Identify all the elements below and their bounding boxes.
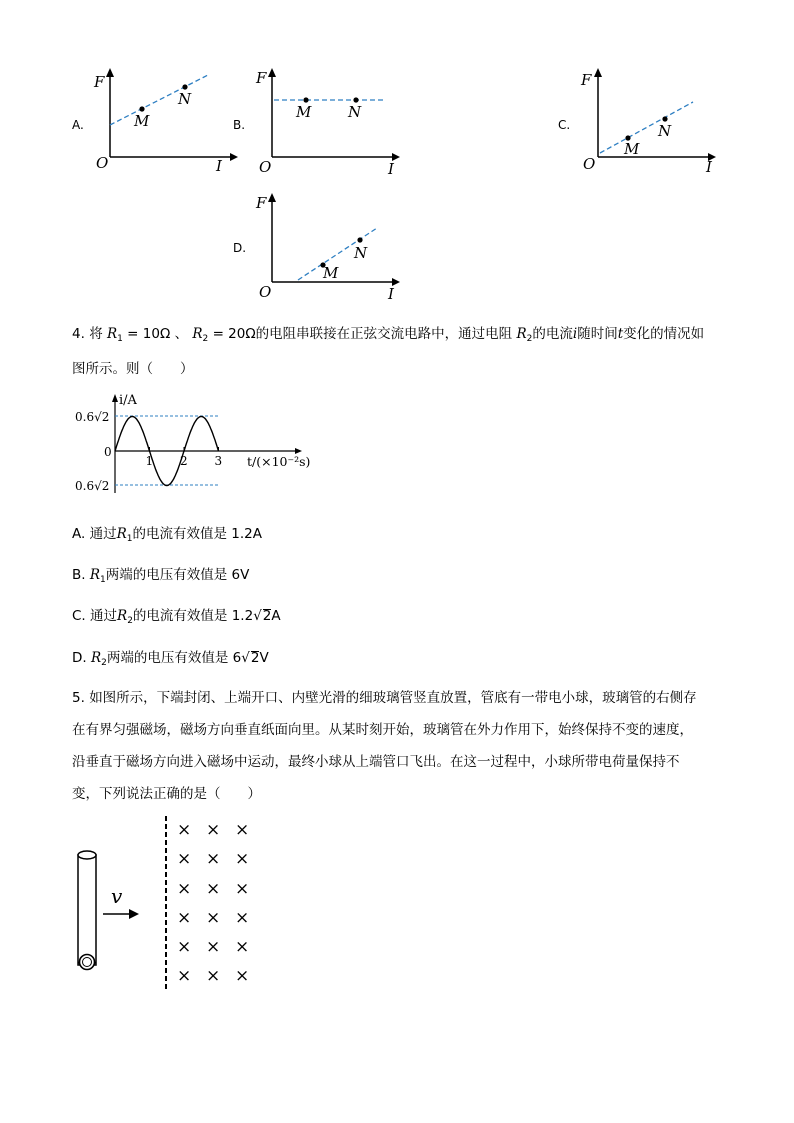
- field-cross-mark: ×: [235, 937, 250, 957]
- point-n: [353, 97, 358, 102]
- point-n: [662, 116, 667, 121]
- field-cross-mark: ×: [177, 908, 192, 928]
- r-sub: 1: [100, 575, 106, 585]
- glass-tube: [78, 855, 96, 965]
- option-d-label: D.: [233, 241, 247, 255]
- q4-option-c[interactable]: [72, 604, 281, 626]
- q4-option-a[interactable]: [72, 522, 262, 544]
- option-c-label: C.: [558, 118, 571, 132]
- q5-number: 5.: [72, 690, 85, 706]
- sqrt-radicand: 2: [262, 608, 272, 624]
- graph-b: [252, 65, 407, 180]
- option-text: 两端的电压有效值是 6: [106, 650, 242, 666]
- r2b-symbol: R: [516, 326, 527, 342]
- y-axis-label: F: [256, 69, 267, 87]
- velocity-arrowhead: [129, 909, 139, 919]
- t-axis-label: t/(×10⁻²s): [247, 454, 311, 469]
- q4-number: 4.: [72, 326, 85, 342]
- r-sub: 2: [101, 658, 107, 668]
- q4-text4: 随时间: [577, 326, 618, 342]
- q5-line: 如图所示，下端封闭、上端开口、内壁光滑的细玻璃管竖直放置，管底有一带电小球，玻璃管的右侧存: [89, 690, 697, 706]
- graph-c-line: [600, 102, 693, 153]
- x-axis-label: I: [388, 285, 394, 303]
- graph-c: [578, 65, 728, 180]
- option-prefix: D.: [72, 650, 91, 666]
- r2-sub: 2: [202, 334, 209, 344]
- t-var: t: [617, 326, 624, 342]
- r-symbol: R: [90, 650, 102, 666]
- graph-a-line: [110, 75, 208, 125]
- option-a-label: A.: [72, 118, 84, 132]
- m-label: M: [624, 140, 640, 158]
- field-cross-mark: ×: [235, 879, 250, 899]
- n-label: N: [348, 103, 362, 121]
- m-label: M: [134, 112, 150, 130]
- origin-label: O: [259, 283, 272, 301]
- q5-line: 沿垂直于磁场方向进入磁场中运动，最终小球从上端管口飞出。在这一过程中，小球所带电荷量保持不: [72, 754, 680, 770]
- m-label: M: [323, 264, 339, 282]
- r2-eq: = 20Ω: [208, 326, 256, 342]
- m-label: M: [296, 103, 312, 121]
- field-cross-mark: ×: [206, 966, 221, 986]
- option-text: 两端的电压有效值是 6V: [105, 567, 250, 583]
- field-cross-mark: ×: [177, 966, 192, 986]
- q4-stem-line1: [72, 322, 704, 344]
- option-unit: V: [259, 650, 269, 666]
- r-sub: 1: [126, 534, 133, 544]
- current-time-chart: [70, 388, 320, 498]
- origin-label: O: [259, 158, 272, 176]
- q4-text5: 变化的情况如: [623, 326, 705, 342]
- x-tick-label: 3: [214, 454, 223, 468]
- r-symbol: R: [89, 567, 101, 583]
- i-axis-arrow: [112, 394, 118, 402]
- i-axis-label: i/A: [119, 393, 137, 408]
- q5-line: 在有界匀强磁场，磁场方向垂直纸面向里。从某时刻开始，玻璃管在外力作用下，始终保持不变的速度，: [72, 722, 693, 738]
- field-cross-mark: ×: [235, 820, 250, 840]
- y-axis-label: F: [94, 73, 105, 91]
- q4-option-b[interactable]: [72, 563, 249, 585]
- point-n: [357, 237, 362, 242]
- q5-figure: [65, 810, 265, 995]
- neg-amplitude-label: 0.6√2: [75, 479, 110, 493]
- tube-opening: [78, 851, 96, 859]
- velocity-label: v: [111, 884, 123, 908]
- option-unit: A: [271, 608, 281, 624]
- i-var: i: [572, 326, 578, 342]
- field-cross-mark: ×: [206, 908, 221, 928]
- r-symbol: R: [116, 526, 127, 542]
- r1-sub: 1: [117, 334, 123, 344]
- q4-text1: 将: [89, 326, 103, 342]
- point-n: [182, 84, 187, 89]
- field-cross-mark: ×: [206, 879, 221, 899]
- n-label: N: [658, 122, 672, 140]
- magnetic-field: [177, 820, 249, 986]
- r2-symbol: R: [192, 326, 203, 342]
- charged-ball: [80, 955, 95, 970]
- point-m: [139, 106, 144, 111]
- n-label: N: [178, 90, 192, 108]
- r-sub: 2: [127, 616, 133, 626]
- option-text: 的电流有效值是 1.2: [132, 608, 254, 624]
- r-symbol: R: [117, 608, 128, 624]
- n-label: N: [354, 244, 368, 262]
- r2b-sub: 2: [526, 334, 533, 344]
- field-cross-mark: ×: [206, 849, 221, 869]
- q4-text3: 的电流: [532, 326, 573, 342]
- x-axis-label: I: [216, 157, 222, 175]
- field-cross-mark: ×: [235, 908, 250, 928]
- field-cross-mark: ×: [235, 966, 250, 986]
- point-m: [303, 97, 308, 102]
- field-cross-mark: ×: [177, 820, 192, 840]
- field-cross-mark: ×: [235, 849, 250, 869]
- field-cross-mark: ×: [177, 849, 192, 869]
- sqrt-sign: √: [253, 608, 262, 624]
- r1-eq: = 10Ω 、: [122, 326, 189, 342]
- y-axis-arrow: [106, 68, 114, 77]
- y-axis-label: F: [256, 194, 267, 212]
- y-axis-arrow: [594, 68, 602, 77]
- q4-option-d[interactable]: [72, 646, 269, 668]
- x-axis-label: I: [706, 158, 712, 176]
- origin-label: O: [96, 154, 109, 172]
- pos-amplitude-label: 0.6√2: [75, 410, 110, 424]
- field-cross-mark: ×: [206, 820, 221, 840]
- option-text: 的电流有效值是 1.2A: [132, 526, 262, 542]
- option-prefix: C. 通过: [72, 608, 118, 624]
- sqrt-sign: √: [241, 650, 250, 666]
- x-tick-label: 1: [145, 454, 154, 468]
- r1-symbol: R: [106, 326, 118, 342]
- field-cross-mark: ×: [177, 937, 192, 957]
- q5-stem: [72, 682, 732, 810]
- graph-d: [252, 190, 407, 305]
- option-b-label: B.: [233, 118, 246, 132]
- option-prefix: B.: [72, 567, 90, 583]
- q5-line: 变，下列说法正确的是（ ）: [72, 786, 261, 802]
- option-prefix: A. 通过: [72, 526, 117, 542]
- y-axis-label: F: [581, 71, 592, 89]
- sqrt-radicand: 2: [250, 650, 260, 666]
- x-axis-arrow: [230, 153, 238, 161]
- y-axis-arrow: [268, 68, 276, 77]
- field-cross-mark: ×: [177, 879, 192, 899]
- graph-a: [90, 65, 240, 180]
- origin-label: O: [583, 155, 596, 173]
- q4-stem-line2: 图所示。则（ ）: [72, 361, 194, 377]
- x-tick-label: 2: [180, 454, 188, 468]
- field-cross-mark: ×: [206, 937, 221, 957]
- x-axis-label: I: [388, 160, 394, 178]
- y-axis-arrow: [268, 193, 276, 202]
- q4-text2: 的电阻串联接在正弦交流电路中，通过电阻: [255, 326, 513, 342]
- zero-label: 0: [104, 445, 112, 459]
